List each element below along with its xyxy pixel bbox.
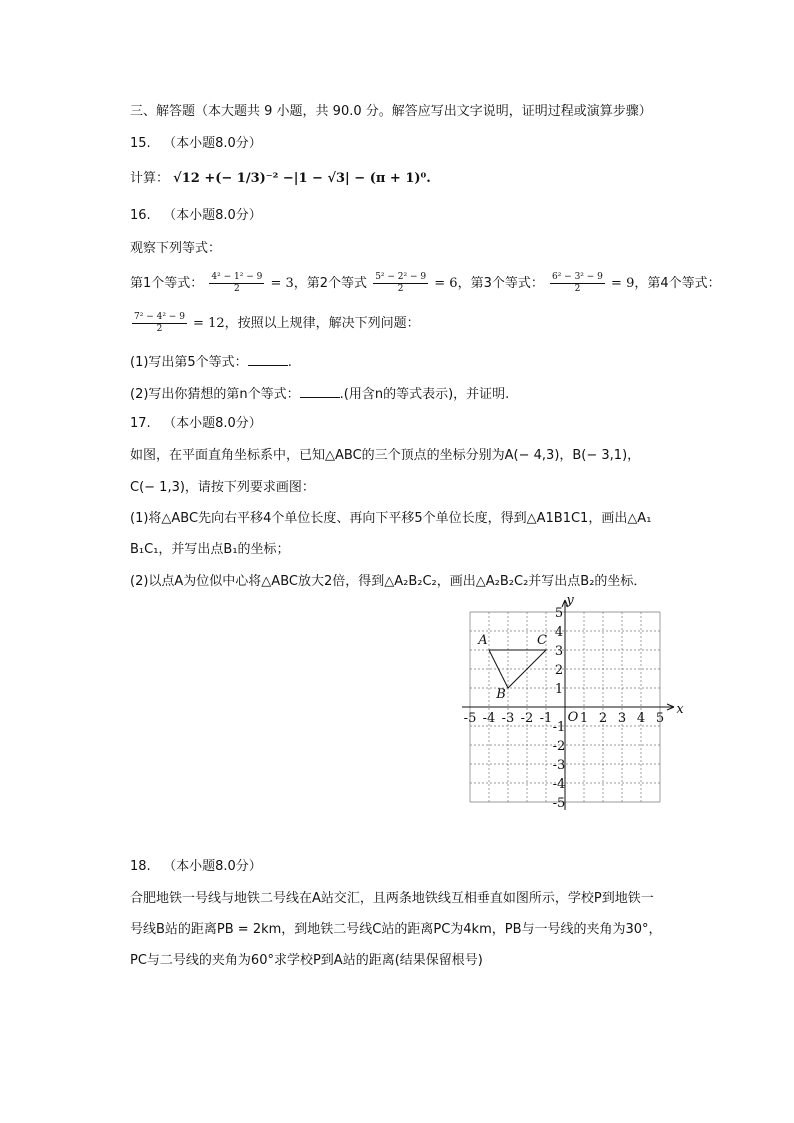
q15-header [130, 135, 262, 153]
q15-expression: √12 +(− 1/3)⁻² −|1 − √3| − (π + 1)⁰. [173, 171, 431, 186]
q18-line2: 号线B站的距离PB = 2km，到地铁二号线C站的距离PC为4km，PB与一号线的夹角为30°， [130, 922, 662, 937]
q16-part1-end: . [287, 355, 292, 370]
q17-line4: B₁C₁，并写出点B₁的坐标； [130, 542, 290, 557]
eq3-result: = 9 [606, 276, 635, 291]
eq1-result: = 3 [266, 276, 294, 291]
y-axis-label: y [566, 593, 574, 608]
coordinate-grid [463, 593, 695, 820]
y-tick-label: -1 [552, 720, 566, 735]
y-tick-label: -2 [552, 739, 566, 754]
y-tick-label: -5 [552, 796, 566, 811]
q16-intro: 观察下列等式： [130, 241, 222, 256]
origin-label: O [567, 710, 579, 725]
q18-line1: 合肥地铁一号线与地铁二号线在A站交汇，且两条地铁线互相垂直如图所示，学校P到地铁一 [130, 891, 654, 906]
eq4-numerator: 7² − 4² − 9 [134, 312, 185, 322]
q16-part2-tail: .(用含n的等式表示)，并证明. [339, 387, 510, 402]
x-tick-label: 5 [655, 711, 665, 726]
q18-line3: PC与二号线的夹角为60°求学校P到A站的距离(结果保留根号) [130, 953, 483, 968]
eq4-label: ，第4个等式： [634, 276, 721, 291]
q18-number: 18. [130, 859, 151, 874]
vertex-a-label: A [478, 633, 488, 648]
y-tick-label: -3 [552, 758, 566, 773]
eq3-fraction [550, 272, 605, 295]
eq2-label: ，第2个等式 [293, 276, 368, 291]
x-tick-label: -5 [463, 711, 477, 726]
q17-line2: C(− 1,3)，请按下列要求画图： [130, 480, 315, 495]
q17-score: （本小题8.0分） [163, 416, 262, 431]
q15-prefix: 计算： [130, 171, 170, 186]
eq3-numerator: 6² − 3² − 9 [551, 272, 603, 282]
x-tick-label: 1 [579, 711, 589, 726]
eq4-denominator: 2 [156, 324, 163, 334]
eq1-label: 第1个等式： [130, 276, 204, 291]
q16-part2-blank[interactable] [300, 385, 340, 398]
q15-body [130, 170, 431, 188]
eq2-result: = 6 [430, 276, 458, 291]
y-tick-label: -4 [552, 777, 566, 792]
y-tick-label: 5 [554, 606, 564, 621]
q16-part2 [130, 385, 509, 404]
q16-equations-line [130, 272, 721, 295]
x-tick-label: -1 [539, 711, 553, 726]
q15-number: 15. [130, 136, 151, 151]
x-axis-label: x [676, 702, 684, 717]
eq3-denominator: 2 [574, 284, 581, 294]
triangle-abc [489, 650, 546, 688]
eq2-denominator: 2 [397, 284, 404, 294]
q18-score: （本小题8.0分） [163, 859, 262, 874]
x-tick-label: 4 [636, 711, 646, 726]
eq2-fraction [373, 272, 428, 295]
q16-part2-text: (2)写出你猜想的第n个等式： [130, 387, 300, 402]
vertex-b-label: B [496, 687, 506, 702]
q16-part1-blank[interactable] [248, 353, 288, 366]
eq3-label: ，第3个等式： [457, 276, 544, 291]
q16-score: （本小题8.0分） [163, 208, 262, 223]
eq4-tail: ，按照以上规律，解决下列问题： [224, 316, 420, 331]
q15-score: （本小题8.0分） [163, 136, 262, 151]
q17-line5: (2)以点A为位似中心将△ABC放大2倍，得到△A₂B₂C₂，画出△A₂B₂C₂并写出点B₂的坐标． [130, 574, 647, 589]
q16-part1-text: (1)写出第5个等式： [130, 355, 248, 370]
q17-line1: 如图，在平面直角坐标系中，已知△ABC的三个顶点的坐标分别为A(− 4,3)，B(− 3,1)， [130, 448, 641, 463]
q17-line3: (1)将△ABC先向右平移4个单位长度、再向下平移5个单位长度，得到△A1B1C1，画出△A₁ [130, 511, 652, 526]
eq1-numerator: 4² − 1² − 9 [211, 272, 263, 282]
x-tick-label: -3 [501, 711, 515, 726]
x-tick-label: -2 [520, 711, 534, 726]
eq4-result: = 12 [188, 316, 225, 331]
q16-number: 16. [130, 208, 151, 223]
eq1-fraction [209, 272, 264, 295]
coordinate-grid-figure [463, 593, 695, 820]
x-tick-label: 2 [598, 711, 608, 726]
vertex-c-label: C [537, 633, 547, 648]
x-tick-label: 3 [617, 711, 627, 726]
y-tick-label: 4 [554, 625, 564, 640]
y-tick-label: 3 [554, 644, 564, 659]
q16-eq4-line [130, 312, 420, 335]
x-tick-label: -4 [482, 711, 496, 726]
q17-header [130, 415, 262, 433]
q18-header [130, 858, 262, 876]
eq2-numerator: 5² − 2² − 9 [375, 272, 427, 282]
eq4-fraction [132, 312, 187, 335]
q17-number: 17. [130, 416, 151, 431]
q16-header [130, 207, 262, 225]
q16-part1 [130, 353, 292, 372]
y-tick-label: 2 [554, 663, 564, 678]
eq1-denominator: 2 [234, 284, 240, 294]
section-title: 三、解答题（本大题共 9 小题，共 90.0 分。解答应写出文字说明，证明过程或演算步骤） [130, 104, 652, 119]
y-tick-label: 1 [554, 682, 564, 697]
